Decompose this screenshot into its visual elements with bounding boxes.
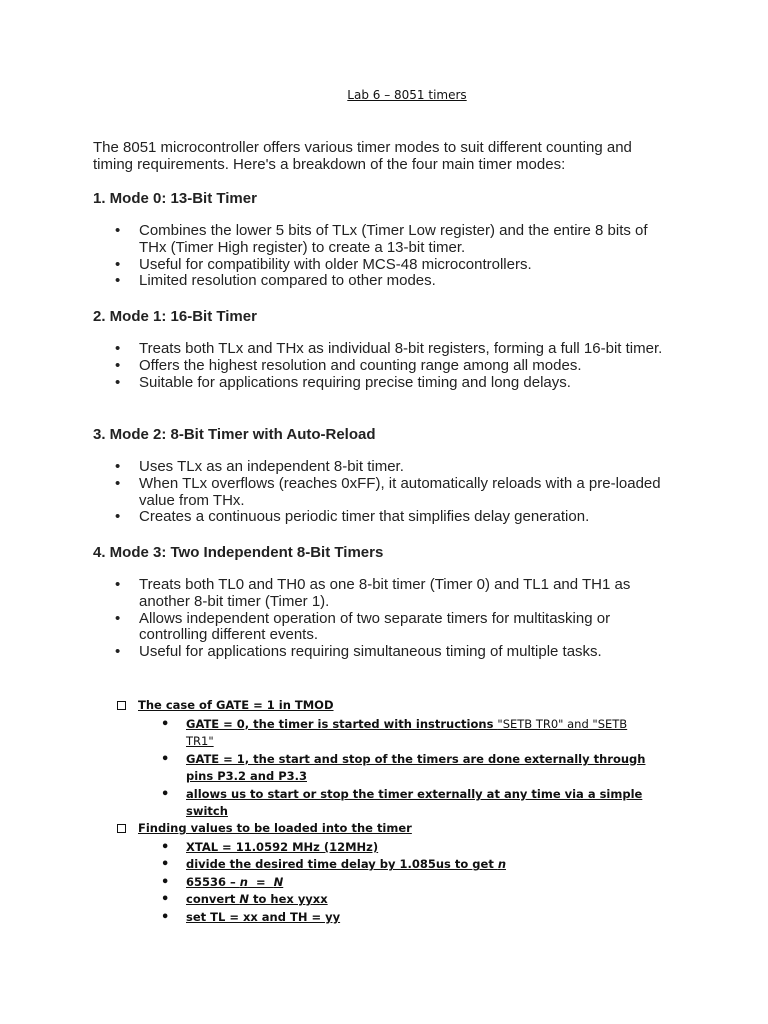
list-item: • Offers the highest resolution and counting range among all modes.	[115, 356, 582, 374]
mode-3-heading: 4. Mode 3: Two Independent 8-Bit Timers	[93, 544, 384, 561]
finding-heading-row	[117, 821, 651, 835]
intro-paragraph: The 8051 microcontroller offers various timer modes to suit different counting and timing requirements. Here's a breakdown of the four main timer modes:	[93, 139, 632, 173]
finding-section	[117, 821, 651, 926]
mode-3-list	[93, 577, 673, 661]
list-item: • When TLx overflows (reaches 0xFF), it automatically reloads with a pre-loaded value from THx.	[115, 474, 661, 509]
finding-list	[117, 839, 651, 926]
gate-section	[117, 698, 651, 820]
list-item: • allows us to start or stop the timer externally at any time via a simple switch	[161, 786, 643, 819]
list-item: • XTAL = 11.0592 MHz (12MHz)	[161, 840, 379, 855]
mode-2-heading: 3. Mode 2: 8-Bit Timer with Auto-Reload	[93, 426, 376, 443]
list-item: • Treats both TLx and THx as individual 8-bit registers, forming a full 16-bit timer.	[115, 340, 663, 357]
gate-list	[117, 716, 651, 820]
page-title: Lab 6 – 8051 timers	[347, 88, 467, 102]
list-item: • GATE = 0, the timer is started with instructions "SETB TR0" and "SETB TR1"	[161, 717, 628, 749]
list-item: • Creates a continuous periodic timer that simplifies delay generation.	[115, 508, 590, 526]
list-item: • Uses TLx as an independent 8-bit timer.	[115, 458, 404, 475]
checkbox-icon	[117, 824, 126, 833]
checkbox-icon	[117, 701, 126, 710]
list-item: • convert N to hex yyxx	[161, 892, 328, 908]
list-item: • Useful for applications requiring simultaneous timing of multiple tasks.	[115, 643, 602, 661]
list-item: • Allows independent operation of two separate timers for multitasking or controlling different events.	[115, 609, 611, 644]
list-item: • Combines the lower 5 bits of TLx (Timer Low register) and the entire 8 bits of THx (Timer High register) to create a 13-bit timer.	[115, 222, 648, 256]
list-item: • Limited resolution compared to other modes.	[115, 272, 436, 290]
mode-0-heading: 1. Mode 0: 13-Bit Timer	[93, 190, 257, 207]
mode-0-list	[93, 223, 673, 290]
finding-heading: Finding values to be loaded into the timer	[138, 821, 412, 835]
list-item: • Useful for compatibility with older MCS-48 microcontrollers.	[115, 255, 532, 273]
list-item: • Treats both TL0 and TH0 as one 8-bit timer (Timer 0) and TL1 and TH1 as another 8-bit timer (Timer 1).	[115, 576, 631, 610]
gate-heading: The case of GATE = 1 in TMOD	[138, 698, 334, 712]
gate-heading-row	[117, 698, 651, 712]
list-item: • divide the desired time delay by 1.085us to get n	[161, 857, 507, 873]
mode-2-list	[93, 459, 673, 526]
list-item: • GATE = 1, the start and stop of the timers are done externally through pins P3.2 and P3.3	[161, 751, 646, 784]
list-item: • set TL = xx and TH = yy	[161, 909, 341, 925]
mode-1-heading: 2. Mode 1: 16-Bit Timer	[93, 308, 257, 325]
list-item: • Suitable for applications requiring precise timing and long delays.	[115, 373, 571, 391]
mode-1-list	[93, 341, 673, 391]
list-item: • 65536 – n = N	[161, 874, 284, 890]
